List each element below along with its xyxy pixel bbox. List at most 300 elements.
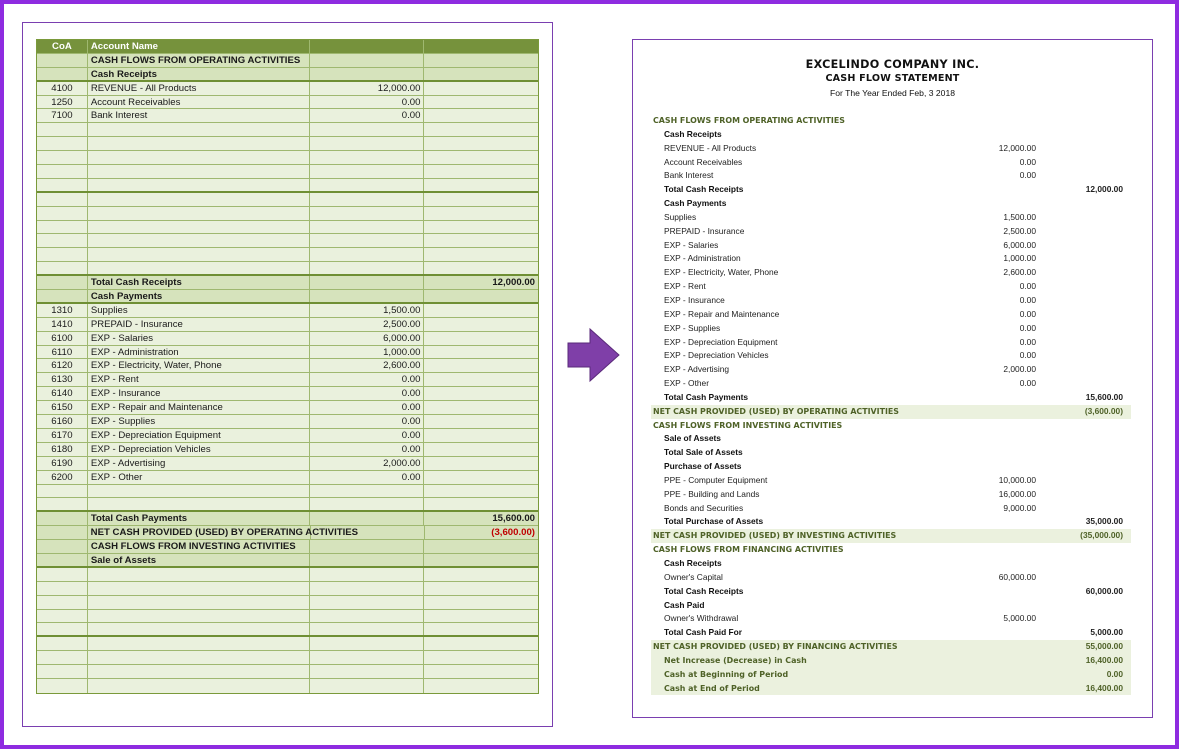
account-name-cell[interactable] (88, 262, 310, 274)
coa-cell[interactable] (37, 568, 88, 581)
account-name-cell[interactable] (88, 651, 310, 664)
total-cell[interactable] (424, 137, 538, 150)
report-total: (35,000.00) (1080, 530, 1123, 541)
account-name-cell[interactable] (88, 137, 310, 150)
account-name-cell[interactable] (88, 179, 310, 191)
coa-cell[interactable] (37, 276, 88, 289)
amount-cell[interactable]: 0.00 (310, 373, 425, 386)
report-row-bold (651, 557, 1131, 571)
coa-cell[interactable] (37, 651, 88, 664)
report-amount: 2,000.00 (1003, 364, 1036, 375)
coa-cell[interactable] (37, 512, 88, 525)
spreadsheet-row (37, 359, 538, 373)
report-row-bold (651, 446, 1131, 460)
spreadsheet-row (37, 332, 538, 346)
total-cell[interactable] (424, 540, 538, 553)
total-cell[interactable] (424, 193, 538, 206)
account-name-cell[interactable]: CASH FLOWS FROM OPERATING ACTIVITIES (88, 54, 310, 67)
report-row-item (651, 488, 1131, 502)
spreadsheet-row (37, 193, 538, 207)
account-name-cell[interactable] (88, 498, 310, 510)
report-amount: 2,600.00 (1003, 267, 1036, 278)
spreadsheet-row (37, 221, 538, 235)
spreadsheet-row (37, 137, 538, 151)
coa-cell[interactable]: 6150 (37, 401, 88, 414)
report-label: EXP - Depreciation Vehicles (664, 350, 769, 361)
report-label: EXP - Electricity, Water, Phone (664, 267, 779, 278)
total-cell[interactable] (424, 665, 538, 678)
spreadsheet-row (37, 123, 538, 137)
total-cell[interactable] (424, 96, 538, 109)
report-amount: 0.00 (1019, 336, 1036, 347)
report-label: CASH FLOWS FROM FINANCING ACTIVITIES (653, 545, 844, 555)
total-cell[interactable] (424, 248, 538, 261)
amount-cell[interactable]: 0.00 (310, 415, 425, 428)
account-name-cell[interactable] (88, 623, 310, 635)
account-name-cell[interactable]: Sale of Assets (88, 554, 310, 566)
coa-cell[interactable]: 7100 (37, 109, 88, 122)
total-cell[interactable] (424, 637, 538, 650)
amount-cell[interactable] (310, 540, 425, 553)
report-row-item (651, 571, 1131, 585)
total-cell[interactable] (424, 429, 538, 442)
spreadsheet-row (37, 207, 538, 221)
report-row-item (651, 502, 1131, 516)
coa-cell[interactable] (37, 137, 88, 150)
amount-cell[interactable]: 0.00 (310, 429, 425, 442)
total-cell[interactable] (424, 179, 538, 191)
total-cell[interactable] (424, 318, 538, 331)
total-cell[interactable]: 15,600.00 (492, 513, 535, 525)
coa-cell[interactable] (37, 290, 88, 302)
total-cell[interactable]: 12,000.00 (492, 277, 535, 289)
report-label: EXP - Salaries (664, 239, 719, 250)
amount-cell[interactable] (310, 276, 425, 289)
account-name-cell[interactable]: EXP - Other (88, 471, 310, 484)
total-cell[interactable] (424, 415, 538, 428)
spreadsheet-row (37, 512, 538, 526)
report-label: NET CASH PROVIDED (USED) BY INVESTING ACTIVITIES (653, 531, 897, 541)
account-name-cell[interactable]: EXP - Salaries (88, 332, 310, 345)
report-label: Total Cash Receipts (664, 184, 744, 195)
total-cell[interactable] (424, 623, 538, 635)
coa-cell[interactable]: 1250 (37, 96, 88, 109)
report-label: EXP - Rent (664, 281, 706, 292)
amount-cell[interactable] (310, 262, 425, 274)
account-name-cell[interactable] (88, 165, 310, 178)
header-coa: CoA (37, 40, 88, 53)
report-row-item (651, 363, 1131, 377)
report-row-net (651, 640, 1131, 654)
spreadsheet-row (37, 471, 538, 485)
spreadsheet-row (37, 68, 538, 82)
amount-cell[interactable] (310, 568, 425, 581)
total-cell[interactable] (424, 471, 538, 484)
coa-cell[interactable] (37, 582, 88, 595)
account-name-cell[interactable] (88, 665, 310, 678)
report-label: Cash Receipts (664, 128, 722, 139)
account-name-cell[interactable]: EXP - Administration (88, 346, 310, 359)
report-label: EXP - Supplies (664, 322, 721, 333)
report-label: Bonds and Securities (664, 502, 744, 513)
total-cell[interactable] (424, 596, 538, 609)
report-row-item (651, 252, 1131, 266)
amount-cell[interactable]: 2,600.00 (310, 359, 425, 372)
amount-cell[interactable] (310, 637, 425, 650)
coa-cell[interactable]: 6170 (37, 429, 88, 442)
account-name-cell[interactable] (88, 610, 310, 623)
report-row-item (651, 612, 1131, 626)
report-panel (632, 39, 1153, 718)
header-total (424, 40, 538, 53)
spreadsheet-row (37, 304, 538, 318)
account-name-cell[interactable]: EXP - Rent (88, 373, 310, 386)
spreadsheet-body (37, 54, 538, 693)
report-label: Sale of Assets (664, 433, 721, 444)
report-row-item (651, 377, 1131, 391)
coa-cell[interactable] (37, 234, 88, 247)
report-label: PREPAID - Insurance (664, 225, 745, 236)
amount-cell[interactable]: 2,500.00 (310, 318, 425, 331)
report-label: NET CASH PROVIDED (USED) BY FINANCING ACTIVITIES (653, 642, 898, 652)
report-amount: 1,000.00 (1003, 253, 1036, 264)
report-row-bold (651, 432, 1131, 446)
total-cell[interactable] (424, 373, 538, 386)
account-name-cell[interactable]: EXP - Insurance (88, 387, 310, 400)
amount-cell[interactable]: 6,000.00 (310, 332, 425, 345)
spreadsheet-row (37, 457, 538, 471)
total-cell[interactable]: (3,600.00) (491, 527, 535, 539)
spreadsheet-row (37, 318, 538, 332)
total-cell[interactable] (424, 234, 538, 247)
total-cell[interactable] (424, 290, 538, 302)
report-label: EXP - Repair and Maintenance (664, 308, 780, 319)
spreadsheet-row (37, 387, 538, 401)
report-row-item (651, 156, 1131, 170)
spreadsheet-row (37, 165, 538, 179)
total-cell[interactable] (424, 109, 538, 122)
total-cell[interactable] (424, 54, 538, 67)
total-cell[interactable] (424, 68, 538, 80)
amount-cell[interactable]: 0.00 (310, 443, 425, 456)
amount-cell[interactable] (310, 498, 425, 510)
total-cell[interactable] (424, 485, 538, 498)
report-amount: 60,000.00 (998, 571, 1036, 582)
amount-cell[interactable] (310, 610, 425, 623)
amount-cell[interactable]: 0.00 (310, 387, 425, 400)
amount-cell[interactable] (310, 151, 425, 164)
report-amount: 0.00 (1019, 378, 1036, 389)
report-row-item (651, 294, 1131, 308)
coa-cell[interactable] (37, 193, 88, 206)
spreadsheet-row (37, 54, 538, 68)
report-label: Supplies (664, 211, 697, 222)
coa-cell[interactable] (37, 679, 88, 693)
amount-cell[interactable] (310, 68, 425, 80)
account-name-cell[interactable] (88, 234, 310, 247)
amount-cell[interactable]: 0.00 (310, 471, 425, 484)
spreadsheet-row (37, 568, 538, 582)
coa-cell[interactable]: 6130 (37, 373, 88, 386)
account-name-cell[interactable] (88, 596, 310, 609)
spreadsheet-row (37, 151, 538, 165)
total-cell[interactable] (424, 387, 538, 400)
amount-cell[interactable] (310, 165, 425, 178)
total-cell[interactable] (424, 568, 538, 581)
coa-cell[interactable] (37, 485, 88, 498)
total-cell[interactable] (424, 679, 538, 693)
amount-cell[interactable]: 0.00 (310, 96, 425, 109)
coa-cell[interactable] (37, 68, 88, 80)
spreadsheet-row (37, 290, 538, 304)
coa-cell[interactable]: 6160 (37, 415, 88, 428)
report-amount: 6,000.00 (1003, 239, 1036, 250)
coa-cell[interactable] (37, 262, 88, 274)
spreadsheet-row (37, 582, 538, 596)
coa-cell[interactable]: 6140 (37, 387, 88, 400)
account-name-cell[interactable]: NET CASH PROVIDED (USED) BY OPERATING ACTIVITIES (88, 526, 311, 539)
spreadsheet-row (37, 485, 538, 499)
report-label: PPE - Computer Equipment (664, 474, 768, 485)
amount-cell[interactable] (310, 554, 425, 566)
spreadsheet-row (37, 415, 538, 429)
report-label: Total Cash Receipts (664, 585, 744, 596)
amount-cell[interactable] (310, 665, 425, 678)
account-name-cell[interactable]: EXP - Repair and Maintenance (88, 401, 310, 414)
report-label: CASH FLOWS FROM OPERATING ACTIVITIES (653, 116, 845, 125)
report-label: Cash Receipts (664, 558, 722, 568)
coa-cell[interactable] (37, 610, 88, 623)
report-label: NET CASH PROVIDED (USED) BY OPERATING ACTIVITIES (653, 406, 899, 416)
report-row-item (651, 308, 1131, 322)
report-total: 15,600.00 (1085, 391, 1123, 402)
total-cell[interactable] (424, 554, 538, 566)
account-name-cell[interactable]: PREPAID - Insurance (88, 318, 310, 331)
report-label: EXP - Advertising (664, 364, 730, 375)
report-row-item (651, 474, 1131, 488)
amount-cell[interactable] (310, 290, 425, 302)
account-name-cell[interactable] (88, 193, 310, 206)
report-total: 5,000.00 (1090, 627, 1123, 638)
amount-cell[interactable] (310, 179, 425, 191)
report-row-bold (651, 183, 1131, 197)
spreadsheet-row (37, 346, 538, 360)
report-row-summary (651, 668, 1131, 682)
report-label: Cash at End of Period (664, 683, 760, 693)
spreadsheet-row (37, 429, 538, 443)
account-name-cell[interactable]: Bank Interest (88, 109, 310, 122)
report-label: Net Increase (Decrease) in Cash (664, 655, 807, 665)
account-name-cell[interactable] (88, 123, 310, 136)
report-amount: 9,000.00 (1003, 502, 1036, 513)
amount-cell[interactable] (311, 526, 425, 539)
total-cell[interactable] (424, 304, 538, 317)
amount-cell[interactable] (310, 623, 425, 635)
account-name-cell[interactable]: Total Cash Receipts (88, 276, 310, 289)
report-amount: 0.00 (1019, 294, 1036, 305)
account-name-cell[interactable]: Supplies (88, 304, 310, 317)
spreadsheet-row (37, 540, 538, 554)
coa-cell[interactable] (37, 526, 88, 539)
coa-cell[interactable]: 6190 (37, 457, 88, 470)
coa-cell[interactable] (37, 596, 88, 609)
amount-cell[interactable] (310, 651, 425, 664)
report-total: 12,000.00 (1085, 184, 1123, 195)
coa-cell[interactable] (37, 179, 88, 191)
coa-cell[interactable]: 6120 (37, 359, 88, 372)
report-row-bold (651, 128, 1131, 142)
amount-cell[interactable] (310, 221, 425, 234)
account-name-cell[interactable] (88, 207, 310, 220)
report-label: Total Cash Payments (664, 391, 749, 402)
account-name-cell[interactable]: REVENUE - All Products (88, 82, 310, 95)
account-name-cell[interactable]: Account Receivables (88, 96, 310, 109)
account-name-cell[interactable] (88, 248, 310, 261)
account-name-cell[interactable] (88, 151, 310, 164)
coa-cell[interactable]: 6100 (37, 332, 88, 345)
account-name-cell[interactable]: EXP - Depreciation Vehicles (88, 443, 310, 456)
coa-cell[interactable] (37, 248, 88, 261)
account-name-cell[interactable] (88, 568, 310, 581)
amount-cell[interactable]: 0.00 (310, 401, 425, 414)
coa-cell[interactable] (37, 554, 88, 566)
total-cell[interactable] (424, 651, 538, 664)
account-name-cell[interactable]: EXP - Electricity, Water, Phone (88, 359, 310, 372)
amount-cell[interactable] (310, 207, 425, 220)
spreadsheet-row (37, 554, 538, 568)
report-label: Total Sale of Assets (664, 447, 743, 458)
coa-cell[interactable] (37, 207, 88, 220)
report-row-item (651, 169, 1131, 183)
coa-cell[interactable] (37, 665, 88, 678)
account-name-cell[interactable] (88, 221, 310, 234)
report-row-item (651, 211, 1131, 225)
report-row-net (651, 405, 1131, 419)
coa-cell[interactable]: 1310 (37, 304, 88, 317)
total-cell[interactable] (424, 443, 538, 456)
report-row-bold (651, 391, 1131, 405)
account-name-cell[interactable]: CASH FLOWS FROM INVESTING ACTIVITIES (88, 540, 310, 553)
amount-cell[interactable] (310, 512, 425, 525)
report-row-net (651, 529, 1131, 543)
account-name-cell[interactable]: Cash Receipts (88, 68, 310, 80)
total-cell[interactable] (424, 221, 538, 234)
header-amount (310, 40, 425, 53)
amount-cell[interactable] (310, 679, 425, 693)
total-cell[interactable] (424, 582, 538, 595)
report-amount: 0.00 (1019, 281, 1036, 292)
amount-cell[interactable]: 2,000.00 (310, 457, 425, 470)
report-amount: 0.00 (1019, 350, 1036, 361)
coa-cell[interactable]: 6200 (37, 471, 88, 484)
spreadsheet-row (37, 498, 538, 512)
total-cell[interactable] (424, 123, 538, 136)
account-name-cell[interactable]: EXP - Supplies (88, 415, 310, 428)
total-cell[interactable] (424, 151, 538, 164)
account-name-cell[interactable] (88, 582, 310, 595)
total-cell[interactable] (424, 262, 538, 274)
total-cell[interactable] (424, 165, 538, 178)
spreadsheet-row (37, 679, 538, 693)
report-total: 16,400.00 (1085, 682, 1123, 693)
account-name-cell[interactable]: Total Cash Payments (88, 512, 310, 525)
amount-cell[interactable] (310, 193, 425, 206)
amount-cell[interactable]: 0.00 (310, 109, 425, 122)
coa-cell[interactable] (37, 123, 88, 136)
total-cell[interactable] (424, 498, 538, 510)
report-label: Bank Interest (664, 170, 714, 181)
amount-cell[interactable]: 1,000.00 (310, 346, 425, 359)
amount-cell[interactable] (310, 582, 425, 595)
right-arrow-icon (566, 327, 621, 383)
account-name-cell[interactable] (88, 637, 310, 650)
report-label: Total Purchase of Assets (664, 516, 764, 527)
report-label: Account Receivables (664, 156, 743, 167)
coa-cell[interactable] (37, 221, 88, 234)
spreadsheet-row (37, 262, 538, 276)
coa-cell[interactable]: 4100 (37, 82, 88, 95)
coa-cell[interactable] (37, 540, 88, 553)
amount-cell[interactable] (310, 248, 425, 261)
spreadsheet-row (37, 276, 538, 290)
account-name-cell[interactable] (88, 485, 310, 498)
amount-cell[interactable] (310, 123, 425, 136)
amount-cell[interactable] (310, 485, 425, 498)
coa-cell[interactable] (37, 165, 88, 178)
report-row-bold (651, 585, 1131, 599)
account-name-cell[interactable] (88, 679, 310, 693)
total-cell[interactable] (424, 346, 538, 359)
total-cell[interactable] (424, 401, 538, 414)
coa-cell[interactable]: 6110 (37, 346, 88, 359)
coa-cell[interactable] (37, 54, 88, 67)
amount-cell[interactable] (310, 234, 425, 247)
report-label: Total Cash Paid For (664, 627, 743, 638)
report-label: PPE - Building and Lands (664, 488, 760, 499)
amount-cell[interactable]: 1,500.00 (310, 304, 425, 317)
spreadsheet-row (37, 665, 538, 679)
coa-cell[interactable] (37, 498, 88, 510)
coa-cell[interactable]: 1410 (37, 318, 88, 331)
amount-cell[interactable]: 12,000.00 (310, 82, 425, 95)
total-cell[interactable] (424, 82, 538, 95)
coa-cell[interactable] (37, 151, 88, 164)
coa-cell[interactable] (37, 637, 88, 650)
amount-cell[interactable] (310, 596, 425, 609)
total-cell[interactable] (424, 457, 538, 470)
header-account-name: Account Name (88, 40, 310, 53)
amount-cell[interactable] (310, 137, 425, 150)
statement-title: CASH FLOW STATEMENT (825, 73, 960, 84)
total-cell[interactable] (424, 332, 538, 345)
report-amount: 12,000.00 (998, 142, 1036, 153)
total-cell[interactable] (424, 610, 538, 623)
report-row-item (651, 239, 1131, 253)
statement-period: For The Year Ended Feb, 3 2018 (829, 88, 956, 98)
account-name-cell[interactable]: EXP - Depreciation Equipment (88, 429, 310, 442)
total-cell[interactable] (424, 359, 538, 372)
report-row-summary (651, 654, 1131, 668)
coa-cell[interactable]: 6180 (37, 443, 88, 456)
account-name-cell[interactable]: EXP - Advertising (88, 457, 310, 470)
total-cell[interactable] (424, 207, 538, 220)
spreadsheet-row (37, 179, 538, 193)
account-name-cell[interactable]: Cash Payments (88, 290, 310, 302)
spreadsheet-table (36, 39, 539, 694)
amount-cell[interactable] (310, 54, 425, 67)
report-label: Purchase of Assets (664, 461, 742, 472)
coa-cell[interactable] (37, 623, 88, 635)
